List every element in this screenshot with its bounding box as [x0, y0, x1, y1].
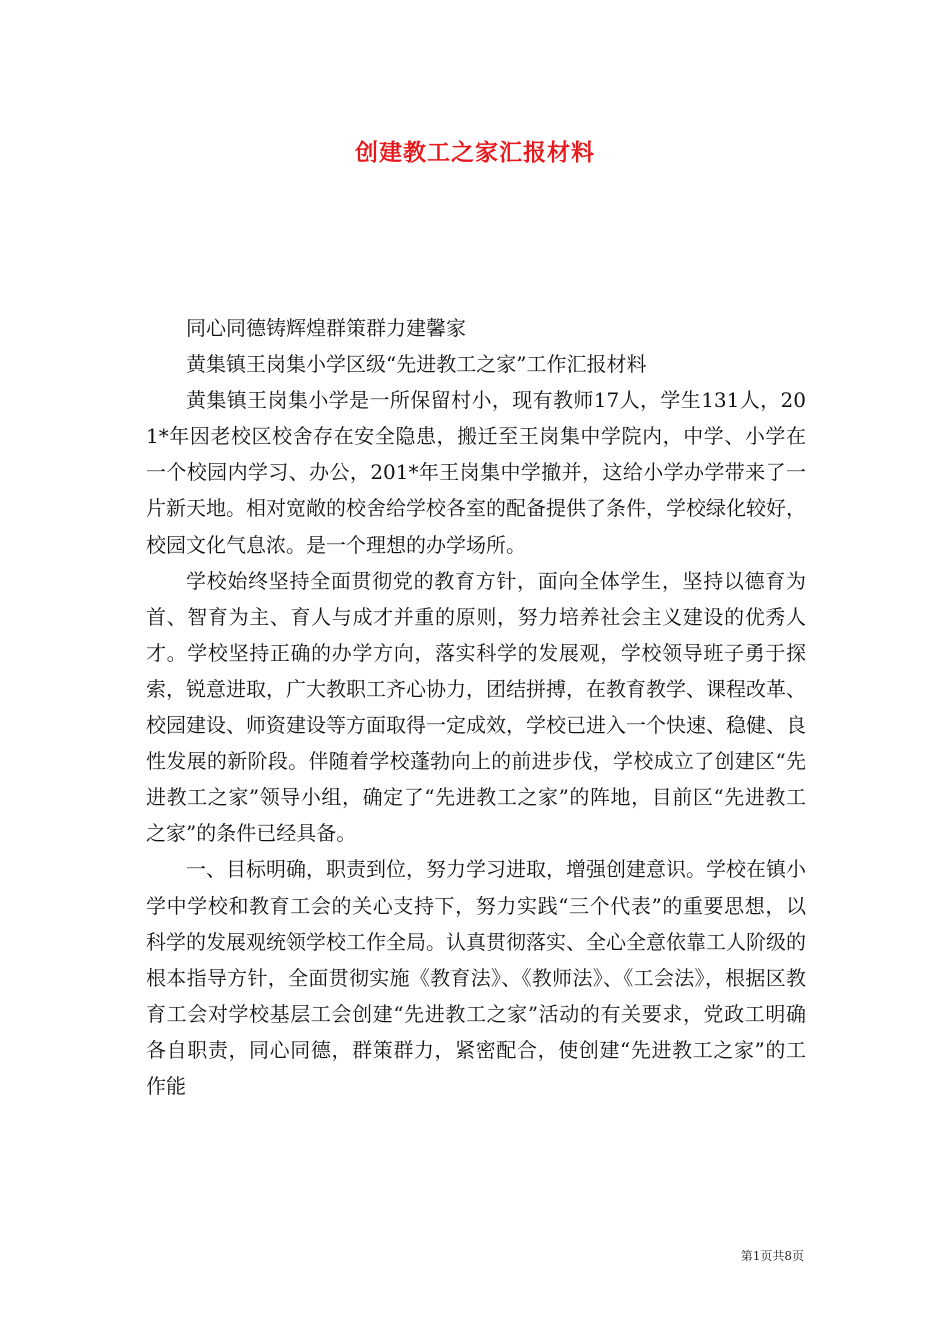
paragraph-section-one: 一、目标明确，职责到位，努力学习进取，增强创建意识。学校在镇小学中学校和教育工会的关心支持下，努力实践“三个代表”的重要思想，以科学的发展观统领学校工作全局。认真贯彻落实、全心全意依靠工人阶级的根本指导方针，全面贯彻实施《教育法》、《教师法》、《工会法》，根据区教育工会对学校基层工会创建“先进教工之家”活动的有关要求，党政工明确各自职责，同心同德，群策群力，紧密配合，使创建“先进教工之家”的工作能 [146, 857, 806, 1098]
page-number: 第1页共8页 [740, 1249, 804, 1263]
paragraph-report-title: 黄集镇王岗集小学区级“先进教工之家”工作汇报材料 [186, 352, 647, 377]
document-title: 创建教工之家汇报材料 [355, 139, 595, 166]
paragraph-school-policy: 学校始终坚持全面贯彻党的教育方针，面向全体学生，坚持以德育为首、智育为主、育人与成才并重的原则，努力培养社会主义建设的优秀人才。学校坚持正确的办学方向，落实科学的发展观，学校领导班子勇于探索，锐意进取，广大教职工齐心协力，团结拼搏，在教育教学、课程改革、校园建设、师资建设等方面取得一定成效，学校已进入一个快速、稳健、良性发展的新阶段。伴随着学校蓬勃向上的前进步伐，学校成立了创建区“先进教工之家”领导小组，确定了“先进教工之家”的阵地，目前区“先进教工之家”的条件已经具备。 [146, 568, 806, 846]
document-body [146, 310, 806, 1104]
paragraph-subtitle: 同心同德铸辉煌群策群力建馨家 [186, 316, 466, 340]
paragraph-school-intro: 黄集镇王岗集小学是一所保留村小，现有教师17人，学生131人，201*年因老校区校舍存在安全隐患，搬迁至王岗集中学院内，中学、小学在一个校园内学习、办公，201*年王岗集中学撤并，这给小学办学带来了一片新天地。相对宽敞的校舍给学校各室的配备提供了条件，学校绿化较好，校园文化气息浓。是一个理想的办学场所。 [146, 388, 806, 557]
